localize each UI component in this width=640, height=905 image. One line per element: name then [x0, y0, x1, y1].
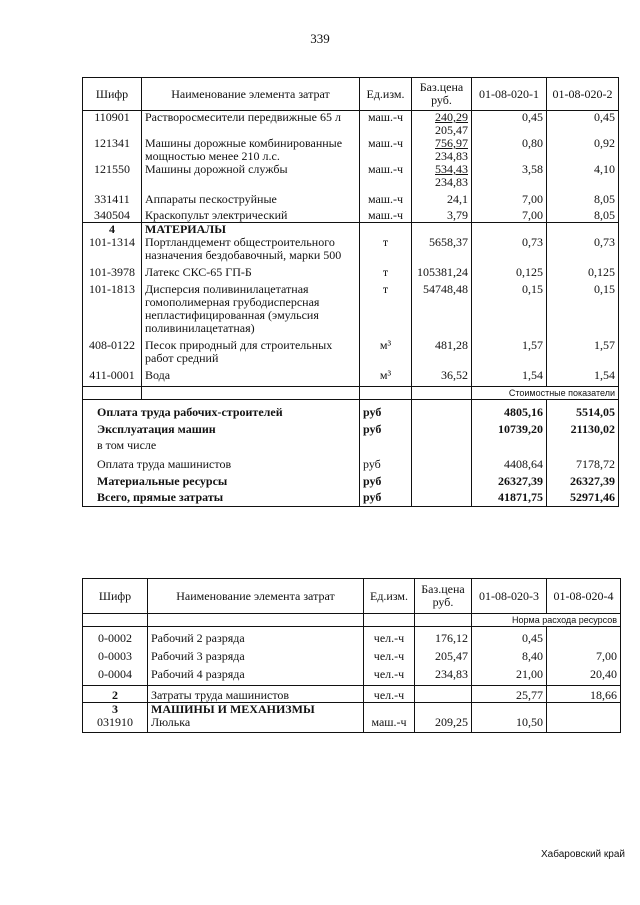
code: 110901 [83, 111, 142, 138]
summary-name: Материальные ресурсы [83, 471, 360, 488]
price: 209,25 [415, 716, 472, 733]
value-2: 20,40 [547, 663, 621, 686]
section-header [83, 703, 621, 717]
name: Аппараты пескоструйные [142, 189, 360, 206]
value-1: 0,125 [472, 262, 547, 279]
value-2: 0,45 [547, 111, 619, 138]
value-2: 0,125 [547, 262, 619, 279]
code: 101-3978 [83, 262, 142, 279]
unit: маш.-ч [360, 163, 412, 189]
header-code: Шифр [83, 78, 142, 111]
value-2: 1,57 [547, 335, 619, 365]
header-name: Наименование элемента затрат [142, 78, 360, 111]
value-1: 0,73 [472, 236, 547, 262]
summary-name: Оплата труда машинистов [83, 452, 360, 471]
unit: м³ [360, 335, 412, 365]
summary-name: Оплата труда рабочих-строителей [83, 400, 360, 420]
summary-unit: руб [360, 452, 412, 471]
code: 101-1813 [83, 279, 142, 335]
summary-value-1: 4408,64 [472, 452, 547, 471]
section-number: 3 [83, 703, 148, 717]
table-row [83, 365, 619, 387]
value-1: 0,15 [472, 279, 547, 335]
value-2: 0,92 [547, 137, 619, 163]
value-2: 7,00 [547, 645, 621, 663]
value-1: 21,00 [472, 663, 547, 686]
value-2 [547, 627, 621, 646]
summary-row [83, 471, 619, 488]
code: 031910 [83, 716, 148, 733]
value-2: 8,05 [547, 189, 619, 206]
name: Дисперсия поливинилацетатная гомополимерная грубодисперсная непластифицированная (эмульсия поливинилацетатная) [142, 279, 360, 335]
value-2: 0,73 [547, 236, 619, 262]
name: Машины дорожные комбинированные мощностью менее 210 л.с. [142, 137, 360, 163]
header-col-3: 01-08-020-3 [472, 579, 547, 614]
value-2: 8,05 [547, 206, 619, 223]
summary-unit: руб [360, 471, 412, 488]
summary-name: в том числе [83, 436, 360, 452]
section-number: 4 [83, 223, 142, 237]
price: 3,79 [412, 206, 472, 223]
section-header [83, 223, 619, 237]
page-number: 339 [310, 31, 330, 46]
unit: м³ [360, 365, 412, 387]
value-1: 10,50 [472, 716, 547, 733]
summary-value-1: 10739,20 [472, 419, 547, 436]
unit: т [360, 279, 412, 335]
summary-row [83, 452, 619, 471]
table-row [83, 262, 619, 279]
unit: маш.-ч [360, 206, 412, 223]
price: 36,52 [412, 365, 472, 387]
summary-unit: руб [360, 419, 412, 436]
name: Песок природный для строительных работ средний [142, 335, 360, 365]
value-1: 0,45 [472, 627, 547, 646]
value-1: 1,57 [472, 335, 547, 365]
code: 331411 [83, 189, 142, 206]
code: 121341 [83, 137, 142, 163]
section-row [83, 686, 621, 703]
price: 481,28 [412, 335, 472, 365]
unit: маш.-ч [360, 137, 412, 163]
section-title: МАТЕРИАЛЫ [142, 223, 360, 237]
name: Латекс СКС-65 ГП-Б [142, 262, 360, 279]
value-1: 25,77 [472, 686, 547, 703]
value-1: 7,00 [472, 189, 547, 206]
summary-row [83, 488, 619, 507]
cost-indicators-label: Стоимостные показатели [472, 387, 619, 400]
resource-table-2 [82, 578, 621, 733]
summary-row [83, 400, 619, 420]
name: Рабочий 4 разряда [148, 663, 364, 686]
value-1: 1,54 [472, 365, 547, 387]
unit: т [360, 262, 412, 279]
code: 121550 [83, 163, 142, 189]
price: 105381,24 [412, 262, 472, 279]
header-col-2: 01-08-020-2 [547, 78, 619, 111]
unit: маш.-ч [364, 716, 415, 733]
table-row [83, 335, 619, 365]
name: Машины дорожной службы [142, 163, 360, 189]
header-unit: Ед.изм. [364, 579, 415, 614]
table-row [83, 627, 621, 646]
table-row [83, 163, 619, 189]
summary-value-1: 4805,16 [472, 400, 547, 420]
table-row [83, 279, 619, 335]
value-2: 0,15 [547, 279, 619, 335]
value-2: 18,66 [547, 686, 621, 703]
table1-header-row [83, 78, 619, 111]
summary-name: Эксплуатация машин [83, 419, 360, 436]
code: 0-0004 [83, 663, 148, 686]
table-row [83, 716, 621, 733]
unit: маш.-ч [360, 111, 412, 138]
summary-unit: руб [360, 400, 412, 420]
unit: чел.-ч [364, 627, 415, 646]
header-col-4: 01-08-020-4 [547, 579, 621, 614]
summary-value-2: 7178,72 [547, 452, 619, 471]
price: 176,12 [415, 627, 472, 646]
summary-row [83, 419, 619, 436]
price: 54748,48 [412, 279, 472, 335]
norm-label-row [83, 614, 621, 627]
unit: чел.-ч [364, 686, 415, 703]
price: 205,47 [415, 645, 472, 663]
summary-value-2: 21130,02 [547, 419, 619, 436]
price: 534,43 234,83 [412, 163, 472, 189]
summary-value-1: 41871,75 [472, 488, 547, 507]
code: 340504 [83, 206, 142, 223]
section-title: МАШИНЫ И МЕХАНИЗМЫ [148, 703, 364, 717]
resource-table-1 [82, 77, 619, 507]
header-price: Баз.цена руб. [415, 579, 472, 614]
summary-row [83, 436, 619, 452]
table-row [83, 663, 621, 686]
value-1: 0,80 [472, 137, 547, 163]
unit: чел.-ч [364, 663, 415, 686]
code: 408-0122 [83, 335, 142, 365]
table-row [83, 206, 619, 223]
unit: т [360, 236, 412, 262]
section-title: Затраты труда машинистов [148, 686, 364, 703]
value-1: 8,40 [472, 645, 547, 663]
code: 0-0003 [83, 645, 148, 663]
price: 756,97 234,83 [412, 137, 472, 163]
name: Вода [142, 365, 360, 387]
norm-label: Норма расхода ресурсов [472, 614, 621, 627]
name: Люлька [148, 716, 364, 733]
summary-value-1: 26327,39 [472, 471, 547, 488]
summary-value-2: 5514,05 [547, 400, 619, 420]
name: Растворосмесители передвижные 65 л [142, 111, 360, 138]
name: Портландцемент общестроительного назначения бездобавочный, марки 500 [142, 236, 360, 262]
value-2: 1,54 [547, 365, 619, 387]
unit: маш.-ч [360, 189, 412, 206]
summary-value-2: 26327,39 [547, 471, 619, 488]
summary-name: Всего, прямые затраты [83, 488, 360, 507]
header-price: Баз.цена руб. [412, 78, 472, 111]
name: Рабочий 3 разряда [148, 645, 364, 663]
value-1: 3,58 [472, 163, 547, 189]
name: Краскопульт электрический [142, 206, 360, 223]
value-2: 4,10 [547, 163, 619, 189]
table-row [83, 189, 619, 206]
price: 5658,37 [412, 236, 472, 262]
price: 234,83 [415, 663, 472, 686]
header-unit: Ед.изм. [360, 78, 412, 111]
table-row [83, 111, 619, 138]
summary-value-2: 52971,46 [547, 488, 619, 507]
table-row [83, 137, 619, 163]
price: 24,1 [412, 189, 472, 206]
name: Рабочий 2 разряда [148, 627, 364, 646]
value-1: 7,00 [472, 206, 547, 223]
value-2 [547, 716, 621, 733]
table-row [83, 236, 619, 262]
header-col-1: 01-08-020-1 [472, 78, 547, 111]
section-number: 2 [83, 686, 148, 703]
table-row [83, 645, 621, 663]
summary-unit: руб [360, 488, 412, 507]
unit: чел.-ч [364, 645, 415, 663]
header-name: Наименование элемента затрат [148, 579, 364, 614]
region-footer: Хабаровский край [540, 849, 625, 860]
table2-header-row [83, 579, 621, 614]
code: 411-0001 [83, 365, 142, 387]
header-code: Шифр [83, 579, 148, 614]
cost-indicators-row [83, 387, 619, 400]
code: 0-0002 [83, 627, 148, 646]
value-1: 0,45 [472, 111, 547, 138]
code: 101-1314 [83, 236, 142, 262]
price: 240,29 205,47 [412, 111, 472, 138]
